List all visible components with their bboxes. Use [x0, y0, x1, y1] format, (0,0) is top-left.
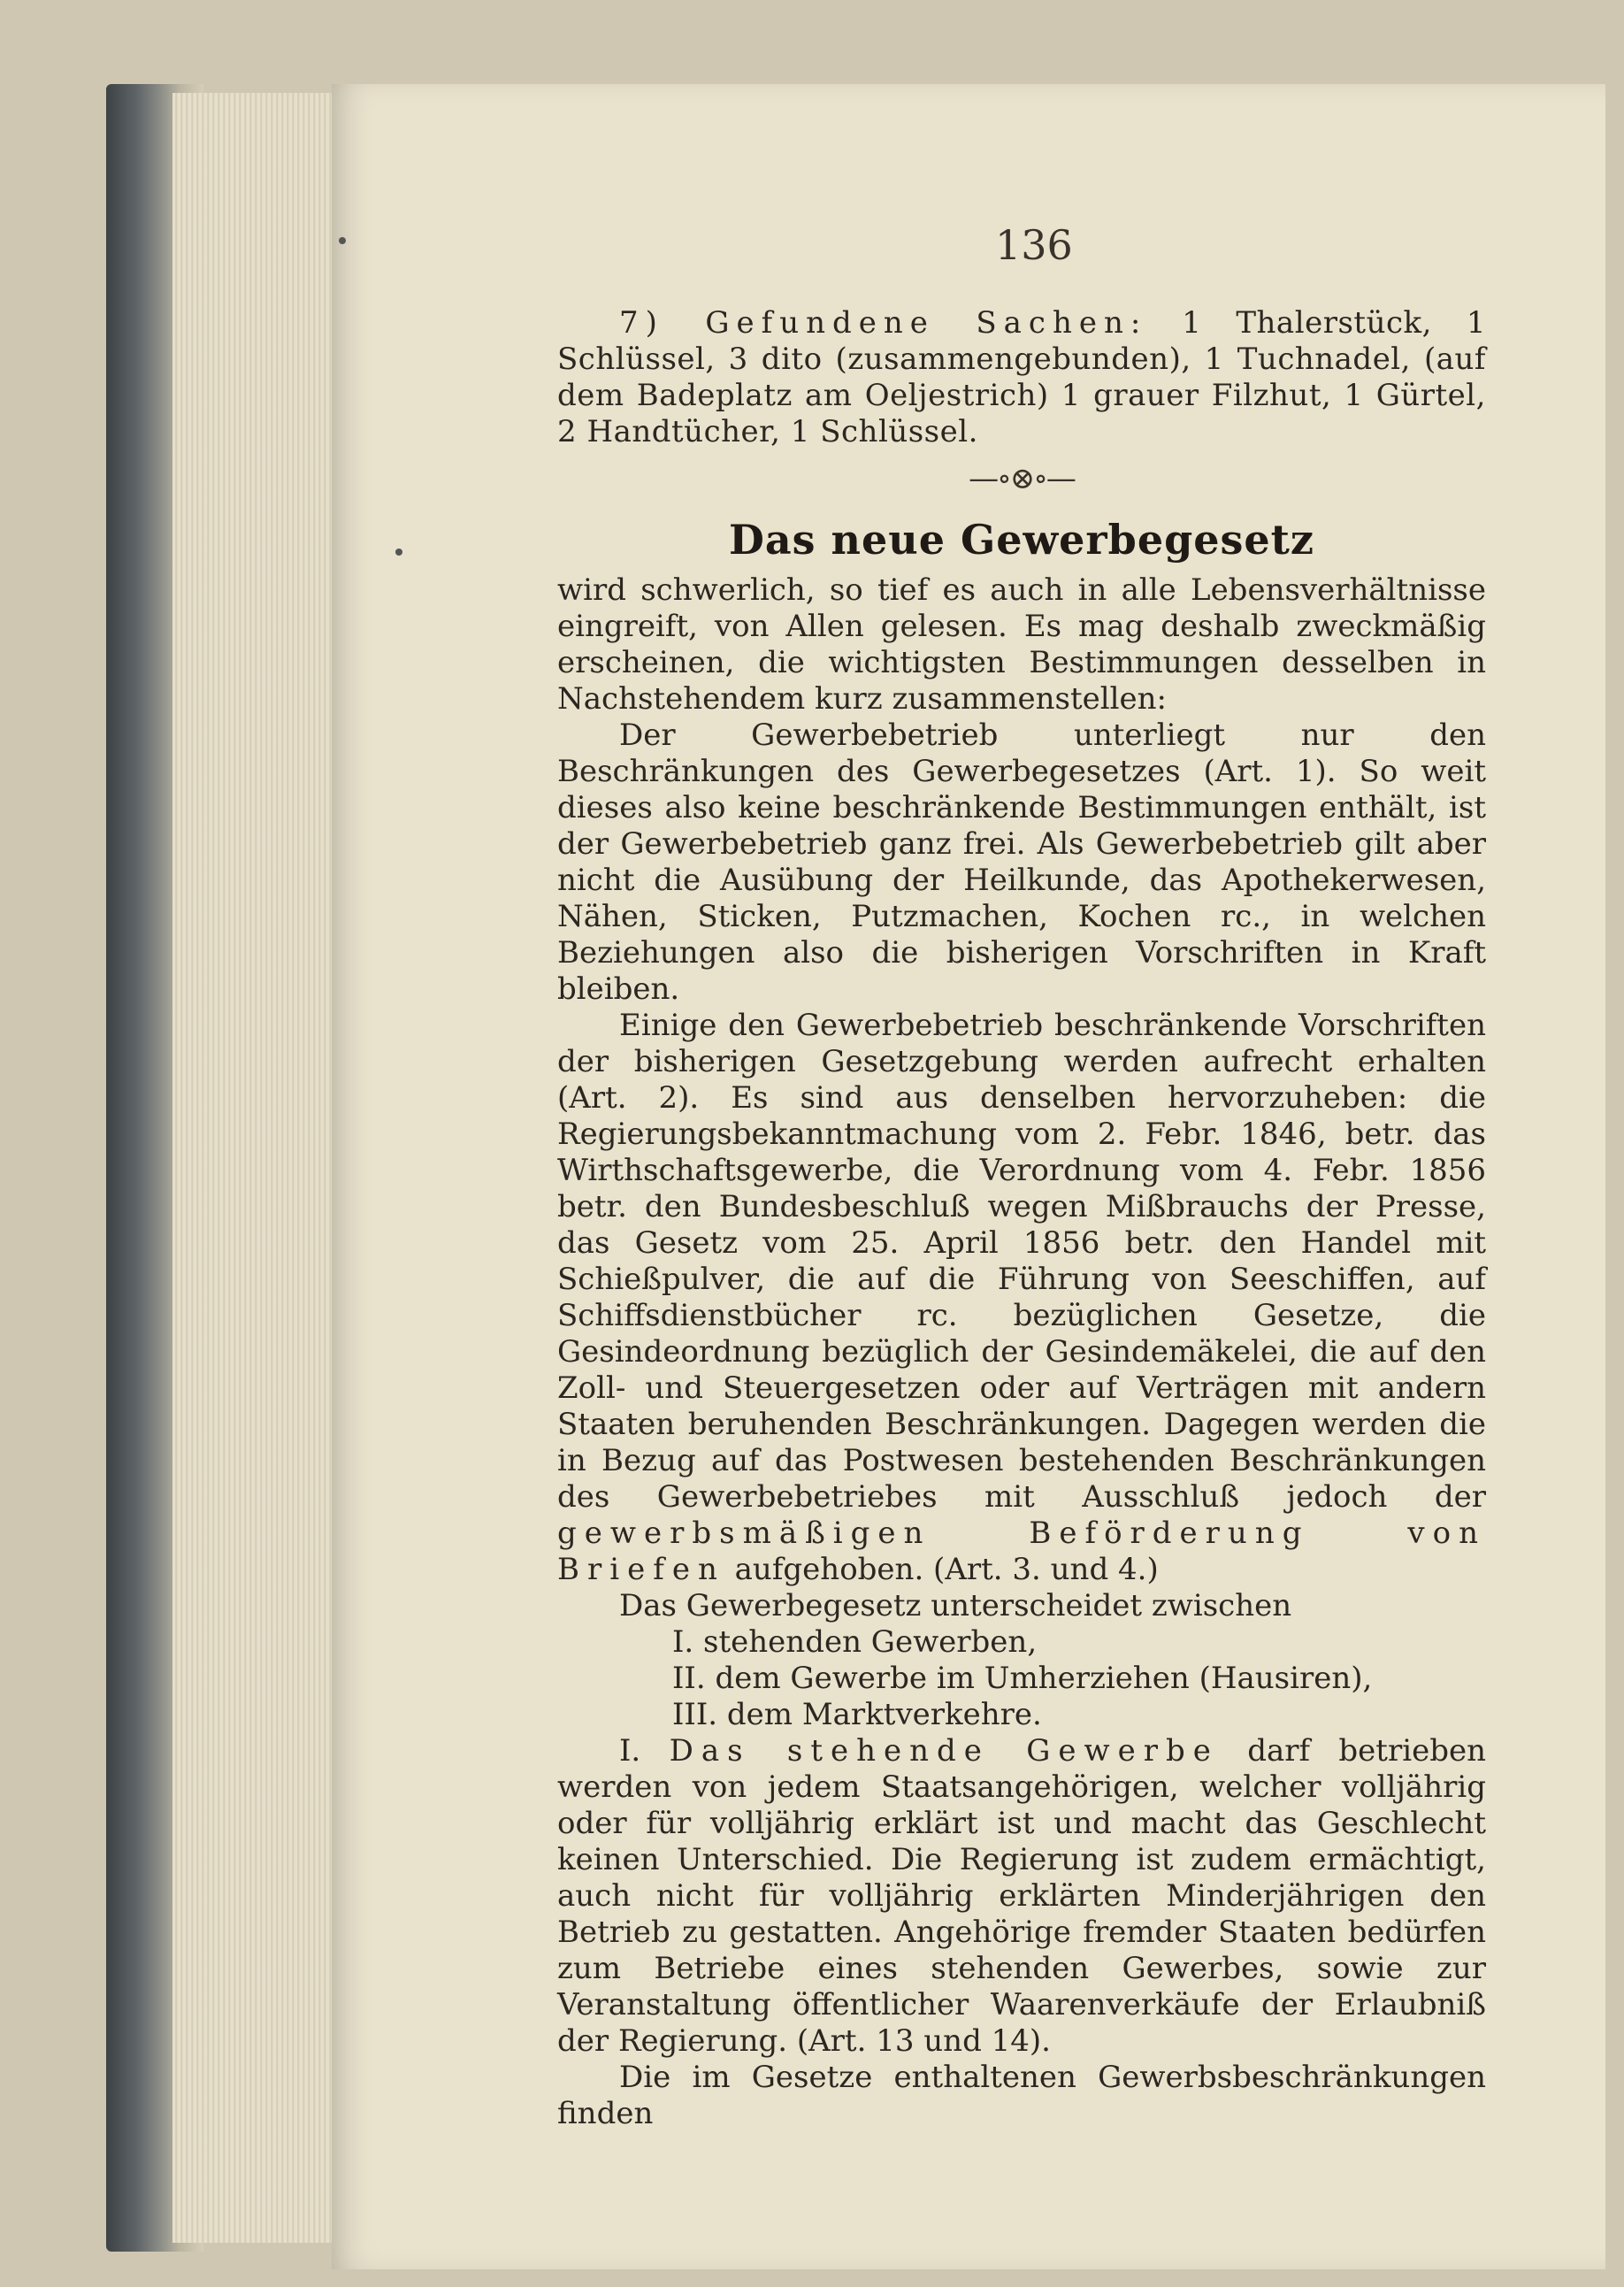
margin-dot	[339, 237, 346, 244]
paragraph-restrictions	[557, 1008, 1486, 1588]
found-items-text: 1 Thalerstück, 1 Schlüssel, 3 dito (zusammengebunden), 1 Tuchnadel, (auf dem Badeplatz am Oeljestrich) 1 grauer Filzhut, 1 Gürtel, 2 Handtücher, 1 Schlüssel.	[557, 305, 1486, 449]
paragraph-intro: wird schwerlich, so tief es auch in alle Lebensverhältnisse eingreift, von Allen gelesen. Es mag deshalb zweckmäßig erscheinen, die wichtigsten Bestimmungen desselben in Nachstehendem kurz zusammenstellen:	[557, 572, 1486, 717]
list-item: III. dem Marktverkehre.	[672, 1697, 1042, 1732]
restrictions-emphasis: gewerbsmäßigen Beförderung von Briefen	[557, 1516, 1486, 1587]
paragraph-distinguish: Das Gewerbegesetz unterscheidet zwischen	[619, 1588, 1292, 1623]
restrictions-end: aufgehoben. (Art. 3. und 4.)	[734, 1552, 1159, 1587]
paragraph-standing-trade	[557, 1733, 1486, 2060]
restrictions-text: Einige den Gewerbebetrieb beschränkende Vorschriften der bisherigen Gesetzgebung werden aufrecht erhalten (Art. 2). Es sind aus denselben hervorzuheben: die Regierungsbekanntmachung vom 2. Febr. 1846, betr. das Wirthschaftsgewerbe, die Verordnung vom 4. Febr. 1856 betr. den Bundesbeschluß wegen Mißbrauchs der Presse, das Gesetz vom 25. April 1856 betr. den Handel mit Schießpulver, die auf die Führung von Seeschiffen, auf Schiffsdienstbücher rc. bezüglichen Gesetze, die Gesindeordnung bezüglich der Gesindemäkelei, die auf den Zoll- und Steuergesetzen oder auf Verträgen mit andern Staaten beruhenden Beschränkungen. Dagegen werden die in Bezug auf das Postwesen bestehenden Beschränkungen des Gewerbebetriebes mit Ausschluß jedoch der	[557, 1008, 1486, 1515]
paragraph-scope: Der Gewerbebetrieb unterliegt nur den Beschränkungen des Gewerbegesetzes (Art. 1). So weit dieses also keine beschränkende Bestimmungen enthält, ist der Gewerbebetrieb ganz frei. Als Gewerbebetrieb gilt aber nicht die Ausübung der Heilkunde, das Apothekerwesen, Nähen, Sticken, Putzmachen, Kochen rc., in welchen Beziehungen also die bisherigen Vorschriften in Kraft bleiben.	[557, 718, 1486, 1007]
margin-dot	[395, 549, 402, 556]
page-number: 136	[995, 221, 1073, 269]
found-items-label: 7) Gefundene Sachen:	[619, 305, 1148, 341]
list-item: I. stehenden Gewerben,	[672, 1624, 1038, 1660]
article-heading: Das neue Gewerbegesetz	[728, 516, 1315, 564]
divider-ornament: —∘⊗∘—	[969, 461, 1075, 496]
standing-trade-text: darf betrieben werden von jedem Staatsangehörigen, welcher volljährig oder für volljährig erklärt ist und macht das Geschlecht keinen Unterschied. Die Regierung ist zudem ermächtigt, auch nicht für volljährig erklärten Minderjährigen den Betrieb zu gestatten. Angehörige fremder Staaten bedürfen zum Betriebe eines stehenden Gewerbes, sowie zur Veranstaltung öffentlicher Waarenverkäufe der Erlaubniß der Regierung. (Art. 13 und 14).	[557, 1733, 1486, 2059]
section-label: I.	[619, 1733, 641, 1769]
standing-trade-emphasis: Das stehende Gewerbe	[669, 1733, 1219, 1769]
list-item: II. dem Gewerbe im Umherziehen (Hausiren),	[672, 1661, 1373, 1696]
paragraph-final: Die im Gesetze enthaltenen Gewerbsbeschränkungen finden	[557, 2060, 1486, 2131]
trade-categories-list	[557, 1624, 1486, 1733]
found-items-notice	[557, 305, 1486, 450]
page-stack-edges	[172, 93, 349, 2243]
page-content	[557, 305, 1486, 2132]
